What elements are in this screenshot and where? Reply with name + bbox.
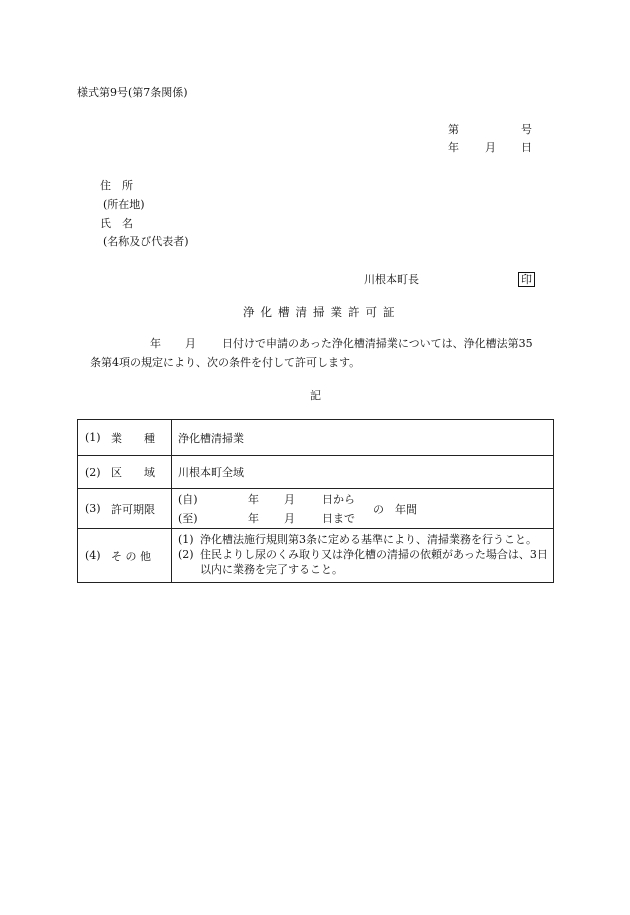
name-label: 氏 名 (100, 217, 133, 230)
table-row (78, 489, 554, 529)
row-label-cell (78, 456, 172, 489)
row-label: そ の 他 (111, 549, 151, 563)
body-tsuki: 月 (185, 337, 196, 350)
header-dai: 第 (448, 123, 459, 136)
period-duration: の 年間 (373, 502, 417, 516)
condition-text: 住民よりし尿のくみ取り又は浄化槽の清掃の依頼があった場合は、3日以内に業務を完了すること。 (200, 548, 548, 576)
table-row (78, 529, 554, 583)
period-to-year: 年 (248, 512, 259, 525)
table-row (78, 420, 554, 456)
row-value-cell (172, 489, 554, 529)
body-nen: 年 (150, 337, 161, 350)
condition-item (178, 533, 549, 548)
location-label: (所在地) (103, 198, 145, 211)
condition-number: (2) (178, 548, 194, 562)
row-label: 許可期限 (111, 502, 155, 516)
row-number: (3) (85, 502, 101, 515)
table-row (78, 456, 554, 489)
period-from-month: 月 (284, 493, 295, 506)
row-value-cell (172, 456, 554, 489)
permit-table (77, 419, 554, 583)
period-from-label: (自) (178, 493, 198, 506)
row-number: (2) (85, 465, 101, 479)
header-nen: 年 (448, 141, 459, 154)
row-label-cell (78, 420, 172, 456)
period-from-year: 年 (248, 493, 259, 506)
ki-heading: 記 (310, 389, 321, 402)
row-label-cell (78, 529, 172, 583)
document-title: 浄化槽清掃業許可証 (243, 305, 401, 319)
row-value-cell (172, 420, 554, 456)
address-label: 住 所 (100, 179, 133, 192)
period-from-day: 日から (322, 493, 355, 506)
condition-item (178, 548, 549, 578)
area-value: 川根本町全域 (178, 466, 244, 479)
header-tsuki: 月 (485, 141, 496, 154)
row-label: 業 種 (111, 431, 155, 445)
representative-label: (名称及び代表者) (103, 235, 189, 248)
row-value-cell (172, 529, 554, 583)
row-label: 区 域 (111, 466, 155, 479)
row-number: (4) (85, 549, 101, 562)
body-line-2: 条第4項の規定により、次の条件を付して許可します。 (90, 356, 361, 369)
condition-number: (1) (178, 533, 194, 547)
row-label-cell (78, 489, 172, 529)
seal-mark: 印 (518, 272, 535, 287)
business-type-value: 浄化槽清掃業 (178, 431, 244, 445)
condition-text: 浄化槽法施行規則第3条に定める基準により、清掃業務を行うこと。 (200, 533, 537, 547)
period-to-month: 月 (284, 512, 295, 525)
period-to-day: 日まで (322, 512, 355, 525)
period-to-label: (至) (178, 512, 198, 525)
header-go: 号 (521, 123, 532, 136)
issuer-name: 川根本町長 (364, 273, 419, 286)
row-number: (1) (85, 431, 101, 444)
form-number: 様式第9号(第7条関係) (77, 86, 188, 99)
body-line-1: 日付けで申請のあった浄化槽清掃業については、浄化槽法第35 (222, 337, 533, 350)
header-hi: 日 (521, 141, 532, 154)
